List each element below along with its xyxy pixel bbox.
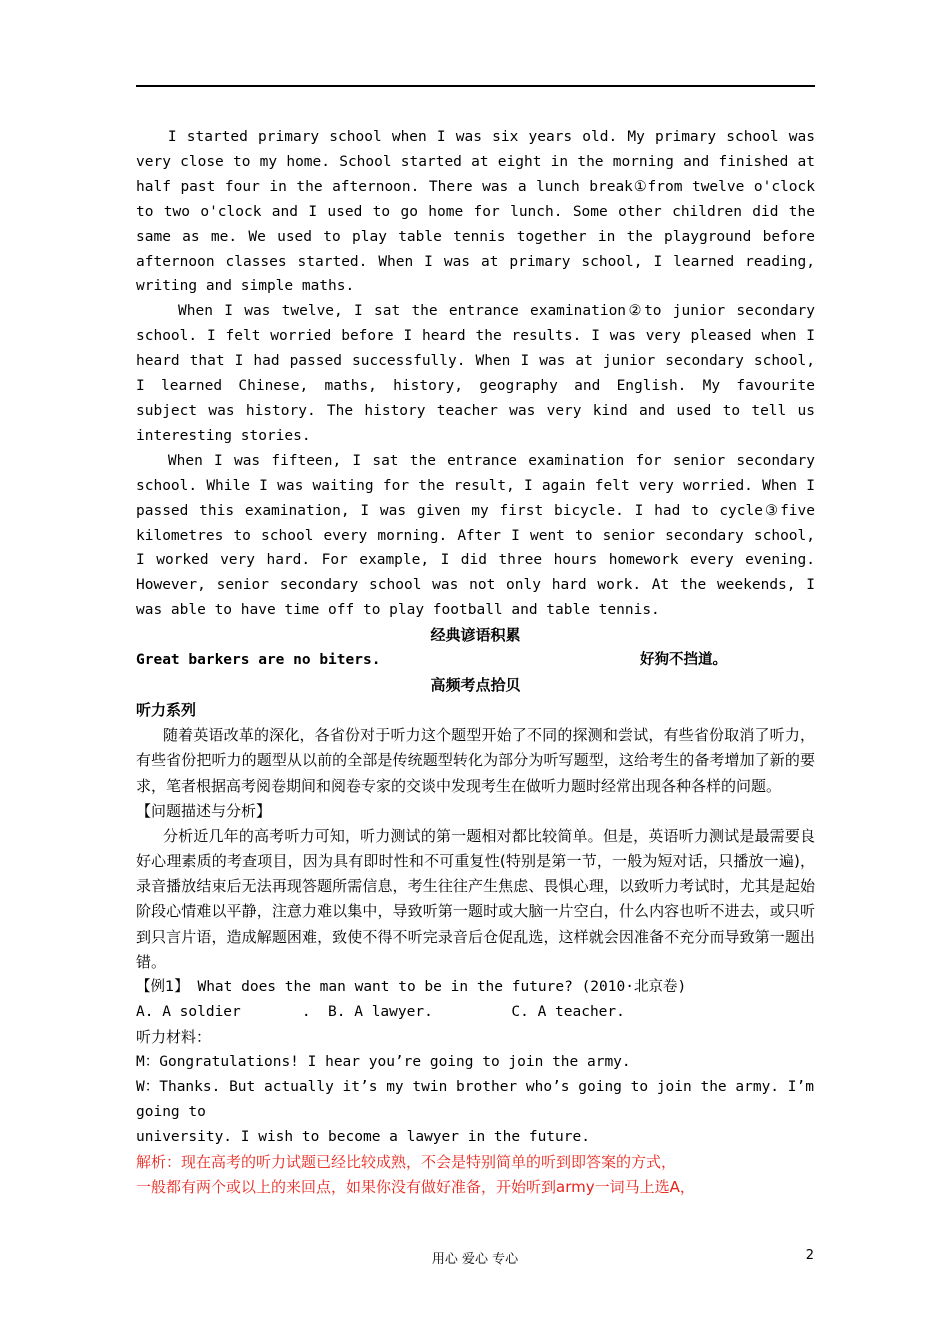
example-label: 【例1】 <box>136 978 189 995</box>
dialogue-w-line-2: going to <box>136 1103 206 1120</box>
page-footer <box>0 1248 950 1268</box>
proverb-section-title: 经典谚语积累 <box>430 626 521 645</box>
example-question-text: What does the man want to be in the future? (2010·北京卷) <box>188 978 687 995</box>
proverb-row <box>136 648 815 673</box>
explanation-line-2: 一般都有两个或以上的来回点，如果你没有做好准备，开始听到army一词马上选A， <box>136 1177 695 1196</box>
analysis-paragraph: 分析近几年的高考听力可知，听力测试的第一题相对都比较简单。但是，英语听力测试是最需要良好心理素质的考查项目，因为具有即时性和不可重复性(特别是第一节，一般为短对话，只播放一遍)，录音播放结束后无法再现答题所需信息，考生往往产生焦虑、畏惧心理，以致听力考试时，尤其是起始阶段心情难以平静，注意力难以集中，导致听第一题时或大脑一片空白，什么内容也听不进去，或只听到只言片语，造成解题困难，致使不得不听完录音后仓促乱选，这样就会因准备不充分而导致第一题出错。 <box>136 826 815 971</box>
listening-series-label: 听力系列 <box>136 701 197 720</box>
material-label: 听力材料： <box>136 1027 212 1046</box>
passage-paragraph-2: When I was twelve, I sat the entrance examination②to junior secondary school. I felt worried before I heard the results. I was very pleased when I heard that I had passed successfully. When I was at junior secondary school, I learned Chinese, maths, history, geography and English. My favourite subject was history. The history teacher was very kind and used to tell us interesting stories. <box>136 303 815 444</box>
passage-paragraph-3: When I was fifteen, I sat the entrance examination for senior secondary school. While I was waiting for the result, I again felt very worried. When I passed this examination, I was given my first bicycle. I had to cycle③five kilometres to school every morning. After I went to senior secondary school, I worked very hard. For example, I did three hours homework every evening. However, senior secondary school was not only hard work. At the weekends, I was able to have time off to play football and table tennis. <box>136 452 815 619</box>
intro-paragraph: 随着英语改革的深化，各省份对于听力这个题型开始了不同的探测和尝试，有些省份取消了听力，有些省份把听力的题型从以前的全部是传统题型转化为部分为听写题型，这给考生的备考增加了新的要求，笔者根据高考阅卷期间和阅卷专家的交谈中发现考生在做听力题时经常出现各种各样的问题。 <box>136 726 815 795</box>
dialogue-w-line-1: W：Thanks. But actually it’s my twin brother who’s going to join the army. I’m <box>136 1078 814 1095</box>
explanation-line-1: 解析：现在高考的听力试题已经比较成熟，不会是特别简单的听到即答案的方式， <box>136 1152 677 1171</box>
passage-paragraph-1: I started primary school when I was six years old. My primary school was very close to my home. School started at eight in the morning and finished at half past four in the afternoon. There was a lunch break①from twelve o'clock to two o'clock and I used to go home for lunch. Some other children did the same as me. We used to play table tennis together in the playground before afternoon classes started. When I was at primary school, I learned reading, writing and simple maths. <box>136 129 815 295</box>
header-rule <box>136 85 815 87</box>
analysis-heading: 【问题描述与分析】 <box>136 801 272 820</box>
page-number: 2 <box>805 1248 814 1263</box>
proverb-english: Great barkers are no biters. <box>136 652 381 669</box>
key-points-title: 高频考点拾贝 <box>430 676 521 695</box>
example-question <box>136 975 815 1000</box>
dialogue-m-line: M：Gongratulations! I hear you’re going to join the army. <box>136 1053 631 1070</box>
dialogue-w-line-3: university. I wish to become a lawyer in the future. <box>136 1128 590 1145</box>
example-options: A. A soldier . B. A lawyer. C. A teacher. <box>136 1003 625 1020</box>
proverb-chinese: 好狗不挡道。 <box>640 652 727 669</box>
footer-motto: 用心 爱心 专心 <box>431 1252 519 1267</box>
page-content <box>136 125 815 1200</box>
